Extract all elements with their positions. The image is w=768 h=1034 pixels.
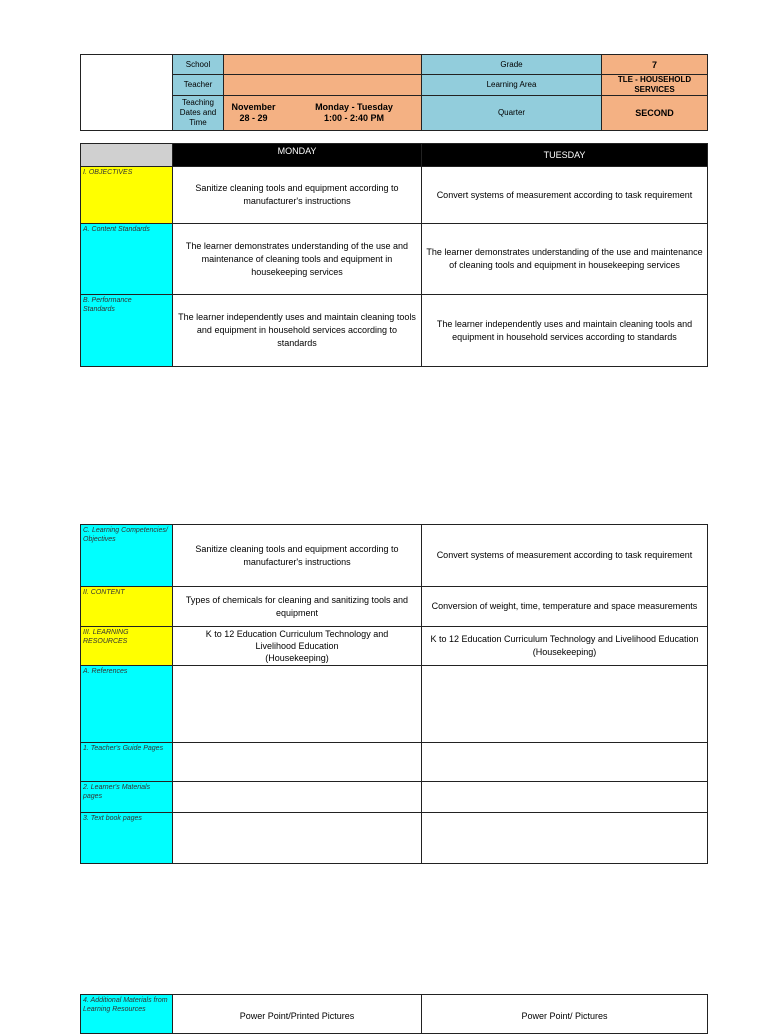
dates-time-value: [223, 95, 422, 131]
performance-standards-tuesday: The learner independently uses and maintain cleaning tools and equipment in household services according to standards: [421, 294, 708, 367]
corner-cell: [80, 143, 173, 167]
learning-resources-monday: K to 12 Education Curriculum Technology and Livelihood Education (Housekeeping): [172, 626, 422, 666]
competencies-label: C. Learning Competencies/Objectives: [80, 524, 173, 587]
dates-value: November 28 - 29: [231, 102, 276, 123]
performance-standards-label: B. Performance Standards: [80, 294, 173, 367]
learning-resources-tuesday: K to 12 Education Curriculum Technology and Livelihood Education (Housekeeping): [421, 626, 708, 666]
teachers-guide-tuesday: [421, 742, 708, 782]
references-label: A. References: [80, 665, 173, 743]
objectives-label: I. OBJECTIVES: [80, 166, 173, 224]
content-standards-tuesday: The learner demonstrates understanding of the use and maintenance of cleaning tools and equipment in housekeeping services: [421, 223, 708, 295]
school-label: School: [172, 54, 224, 75]
textbook-label: 3. Text book pages: [80, 812, 173, 864]
content-label: II. CONTENT: [80, 586, 173, 627]
tuesday-header: TUESDAY: [421, 143, 708, 167]
learning-area-label: Learning Area: [421, 74, 602, 96]
content-tuesday: Conversion of weight, time, temperature and space measurements: [421, 586, 708, 627]
additional-materials-monday: Power Point/Printed Pictures: [172, 994, 422, 1034]
learners-materials-monday: [172, 781, 422, 813]
logo-cell: [80, 54, 173, 131]
teachers-guide-label: 1. Teacher's Guide Pages: [80, 742, 173, 782]
textbook-tuesday: [421, 812, 708, 864]
objectives-monday: Sanitize cleaning tools and equipment according to manufacturer's instructions: [172, 166, 422, 224]
references-tuesday: [421, 665, 708, 743]
additional-materials-tuesday: Power Point/ Pictures: [421, 994, 708, 1034]
quarter-value: SECOND: [601, 95, 708, 131]
grade-label: Grade: [421, 54, 602, 75]
competencies-monday: Sanitize cleaning tools and equipment according to manufacturer's instructions: [172, 524, 422, 587]
competencies-tuesday: Convert systems of measurement according to task requirement: [421, 524, 708, 587]
dates-label: Teaching Dates and Time: [172, 95, 224, 131]
learners-materials-tuesday: [421, 781, 708, 813]
content-standards-monday: The learner demonstrates understanding of the use and maintenance of cleaning tools and equipment in housekeeping services: [172, 223, 422, 295]
quarter-label: Quarter: [421, 95, 602, 131]
learners-materials-label: 2. Learner's Materials pages: [80, 781, 173, 813]
school-value: [223, 54, 422, 75]
teacher-value: [223, 74, 422, 96]
content-standards-label: A. Content Standards: [80, 223, 173, 295]
content-monday: Types of chemicals for cleaning and sanitizing tools and equipment: [172, 586, 422, 627]
monday-header: MONDAY: [172, 143, 422, 167]
learning-area-value: TLE - HOUSEHOLD SERVICES: [601, 74, 708, 96]
teachers-guide-monday: [172, 742, 422, 782]
performance-standards-monday: The learner independently uses and maintain cleaning tools and equipment in household services according to standards: [172, 294, 422, 367]
textbook-monday: [172, 812, 422, 864]
grade-value: 7: [601, 54, 708, 75]
days-time-value: Monday - Tuesday 1:00 - 2:40 PM: [315, 102, 393, 123]
objectives-tuesday: Convert systems of measurement according to task requirement: [421, 166, 708, 224]
learning-resources-label: III. LEARNING RESOURCES: [80, 626, 173, 666]
references-monday: [172, 665, 422, 743]
teacher-label: Teacher: [172, 74, 224, 96]
additional-materials-label: 4. Additional Materials from Learning Resources: [80, 994, 173, 1034]
